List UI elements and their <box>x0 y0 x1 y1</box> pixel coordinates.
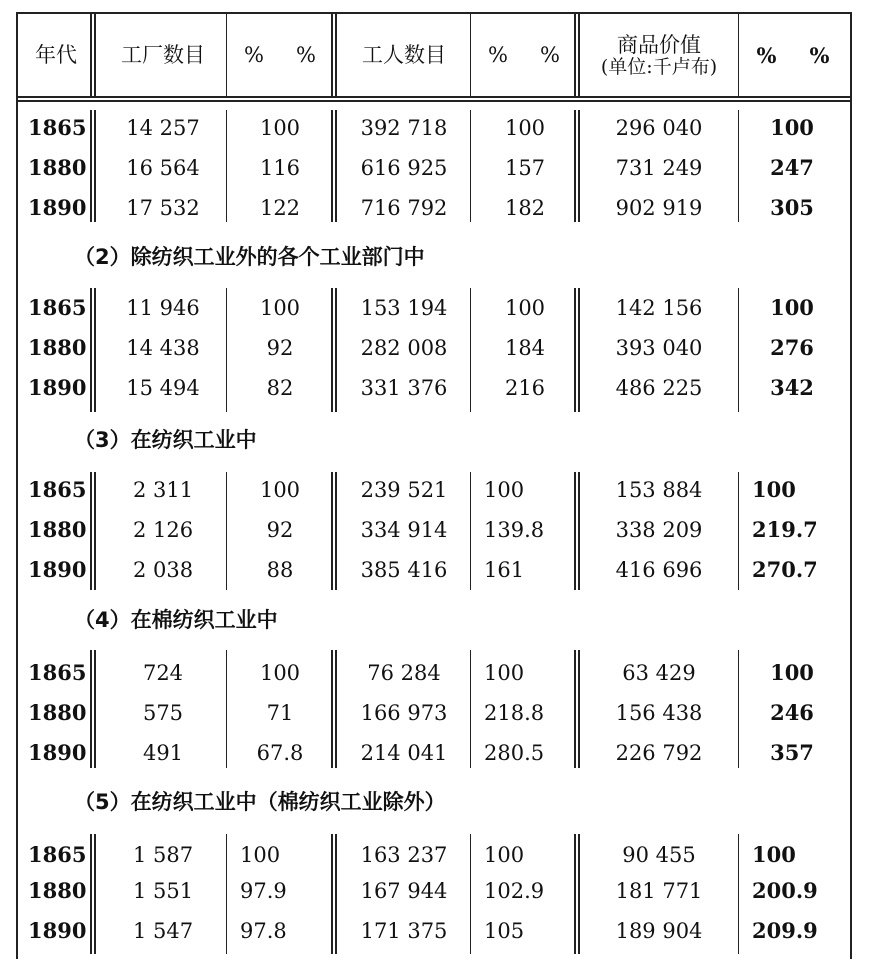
column-divider <box>738 834 739 954</box>
column-divider <box>226 14 227 96</box>
cell-workers: 331 376 <box>360 376 448 400</box>
cell-v-pct: 100 <box>770 115 814 140</box>
column-divider <box>90 834 96 954</box>
column-divider <box>90 650 96 768</box>
cell-v-pct: 357 <box>770 740 814 765</box>
cell-year: 1865 <box>28 115 87 140</box>
cell-f-pct: 100 <box>240 843 281 867</box>
cell-v-pct: 305 <box>770 195 814 220</box>
cell-value: 90 455 <box>622 843 696 867</box>
section-title: （4）在棉纺织工业中 <box>74 608 278 632</box>
cell-workers: 334 914 <box>360 518 448 542</box>
section-title: （3）在纺织工业中 <box>74 428 257 452</box>
section-title: （2）除纺织工业外的各个工业部门中 <box>74 245 425 269</box>
cell-f-pct: 122 <box>259 196 301 220</box>
cell-v-pct: 270.7 <box>752 557 818 582</box>
cell-factories: 2 038 <box>132 558 194 582</box>
cell-w-pct: 182 <box>504 196 546 220</box>
cell-w-pct: 184 <box>504 336 546 360</box>
cell-factories: 724 <box>142 661 184 685</box>
cell-workers: 214 041 <box>360 741 448 765</box>
cell-factories: 1 551 <box>132 879 194 903</box>
cell-workers: 392 718 <box>360 116 448 140</box>
cell-factories: 11 946 <box>126 296 200 320</box>
cell-v-pct: 276 <box>770 335 814 360</box>
cell-f-pct: 116 <box>259 156 301 180</box>
column-divider <box>738 288 739 412</box>
percent-sign: % <box>488 43 508 68</box>
cell-w-pct: 157 <box>504 156 546 180</box>
cell-v-pct: 100 <box>752 477 796 502</box>
cell-year: 1880 <box>28 335 87 360</box>
column-divider <box>470 110 471 222</box>
column-divider <box>470 472 471 590</box>
cell-value: 189 904 <box>615 919 703 943</box>
header-value-percent <box>740 22 846 90</box>
cell-year: 1890 <box>28 918 87 943</box>
cell-f-pct: 71 <box>266 701 294 725</box>
header-rule <box>16 100 850 102</box>
column-divider <box>226 834 227 954</box>
cell-workers: 716 792 <box>360 196 448 220</box>
column-divider <box>331 14 337 96</box>
header-factories-percent <box>228 22 332 90</box>
column-divider <box>470 14 471 96</box>
column-divider <box>574 14 580 96</box>
column-divider <box>90 472 96 590</box>
cell-factories: 15 494 <box>126 376 200 400</box>
cell-factories: 2 311 <box>132 478 194 502</box>
column-divider <box>470 834 471 954</box>
cell-workers: 163 237 <box>360 843 448 867</box>
cell-factories: 16 564 <box>126 156 200 180</box>
cell-year: 1890 <box>28 740 87 765</box>
header-goods-value-title: 商品价值 <box>617 33 701 57</box>
cell-year: 1865 <box>28 477 87 502</box>
cell-w-pct: 100 <box>484 661 525 685</box>
cell-value: 63 429 <box>622 661 696 685</box>
cell-year: 1890 <box>28 375 87 400</box>
cell-workers: 167 944 <box>360 879 448 903</box>
cell-w-pct: 105 <box>484 919 525 943</box>
cell-factories: 575 <box>142 701 184 725</box>
cell-v-pct: 209.9 <box>752 918 818 943</box>
cell-f-pct: 100 <box>259 296 301 320</box>
cell-year: 1880 <box>28 517 87 542</box>
cell-f-pct: 92 <box>266 336 294 360</box>
header-workers: 工人数目 <box>362 43 446 68</box>
column-divider <box>331 110 337 222</box>
cell-w-pct: 218.8 <box>484 701 545 725</box>
cell-value: 902 919 <box>615 196 703 220</box>
header-rule <box>16 96 850 98</box>
cell-year: 1890 <box>28 557 87 582</box>
column-divider <box>90 288 96 412</box>
column-divider <box>331 650 337 768</box>
cell-year: 1865 <box>28 295 87 320</box>
cell-workers: 171 375 <box>360 919 448 943</box>
cell-year: 1865 <box>28 660 87 685</box>
cell-f-pct: 100 <box>259 661 301 685</box>
cell-year: 1880 <box>28 155 87 180</box>
cell-value: 226 792 <box>615 741 703 765</box>
cell-value: 338 209 <box>615 518 703 542</box>
header-factories: 工厂数目 <box>121 43 205 68</box>
cell-year: 1880 <box>28 878 87 903</box>
cell-factories: 14 257 <box>126 116 200 140</box>
cell-workers: 239 521 <box>360 478 448 502</box>
column-divider <box>226 288 227 412</box>
column-divider <box>226 110 227 222</box>
cell-value: 142 156 <box>615 296 703 320</box>
column-divider <box>226 472 227 590</box>
cell-workers: 166 973 <box>360 701 448 725</box>
cell-year: 1865 <box>28 842 87 867</box>
cell-v-pct: 219.7 <box>752 517 818 542</box>
percent-sign: % <box>809 43 830 69</box>
cell-workers: 385 416 <box>360 558 448 582</box>
cell-v-pct: 342 <box>770 375 814 400</box>
column-divider <box>470 288 471 412</box>
cell-w-pct: 280.5 <box>484 741 545 765</box>
column-divider <box>331 472 337 590</box>
column-divider <box>90 110 96 222</box>
cell-w-pct: 100 <box>504 296 546 320</box>
cell-f-pct: 97.8 <box>240 919 287 943</box>
cell-factories: 1 587 <box>132 843 194 867</box>
cell-f-pct: 100 <box>259 478 301 502</box>
cell-f-pct: 67.8 <box>256 741 304 765</box>
cell-v-pct: 100 <box>752 842 796 867</box>
cell-f-pct: 92 <box>266 518 294 542</box>
cell-year: 1890 <box>28 195 87 220</box>
column-divider <box>738 110 739 222</box>
cell-f-pct: 97.9 <box>240 879 287 903</box>
column-divider <box>90 14 96 96</box>
percent-sign: % <box>296 43 316 68</box>
header-year: 年代 <box>35 43 77 68</box>
cell-w-pct: 100 <box>504 116 546 140</box>
column-divider <box>738 472 739 590</box>
cell-factories: 17 532 <box>126 196 200 220</box>
cell-v-pct: 100 <box>770 660 814 685</box>
cell-v-pct: 246 <box>770 700 814 725</box>
section-title: （5）在纺织工业中（棉纺织工业除外） <box>74 790 446 814</box>
cell-w-pct: 139.8 <box>484 518 545 542</box>
cell-w-pct: 216 <box>504 376 546 400</box>
percent-sign: % <box>540 43 560 68</box>
percent-sign: % <box>244 43 264 68</box>
column-divider <box>738 14 739 96</box>
header-goods-value <box>580 22 738 90</box>
cell-f-pct: 82 <box>266 376 294 400</box>
cell-value: 731 249 <box>615 156 703 180</box>
cell-w-pct: 161 <box>484 558 525 582</box>
cell-year: 1880 <box>28 700 87 725</box>
cell-factories: 14 438 <box>126 336 200 360</box>
cell-factories: 491 <box>142 741 184 765</box>
column-divider <box>331 288 337 412</box>
cell-value: 416 696 <box>615 558 703 582</box>
cell-value: 181 771 <box>615 879 703 903</box>
cell-v-pct: 100 <box>770 295 814 320</box>
cell-f-pct: 100 <box>259 116 301 140</box>
cell-value: 393 040 <box>615 336 703 360</box>
cell-w-pct: 100 <box>484 843 525 867</box>
cell-w-pct: 100 <box>484 478 525 502</box>
cell-workers: 153 194 <box>360 296 448 320</box>
header-goods-value-unit: (单位:千卢布) <box>600 56 718 79</box>
percent-sign: % <box>756 43 777 69</box>
cell-f-pct: 88 <box>266 558 294 582</box>
cell-value: 156 438 <box>615 701 703 725</box>
column-divider <box>738 650 739 768</box>
cell-value: 486 225 <box>615 376 703 400</box>
cell-v-pct: 200.9 <box>752 878 818 903</box>
header-workers-percent <box>472 22 576 90</box>
column-divider <box>226 650 227 768</box>
cell-workers: 282 008 <box>360 336 448 360</box>
cell-workers: 616 925 <box>360 156 448 180</box>
column-divider <box>470 650 471 768</box>
cell-factories: 2 126 <box>132 518 194 542</box>
cell-v-pct: 247 <box>770 155 814 180</box>
cell-value: 153 884 <box>615 478 703 502</box>
cell-value: 296 040 <box>615 116 703 140</box>
cell-w-pct: 102.9 <box>484 879 545 903</box>
cell-factories: 1 547 <box>132 919 194 943</box>
cell-workers: 76 284 <box>367 661 441 685</box>
